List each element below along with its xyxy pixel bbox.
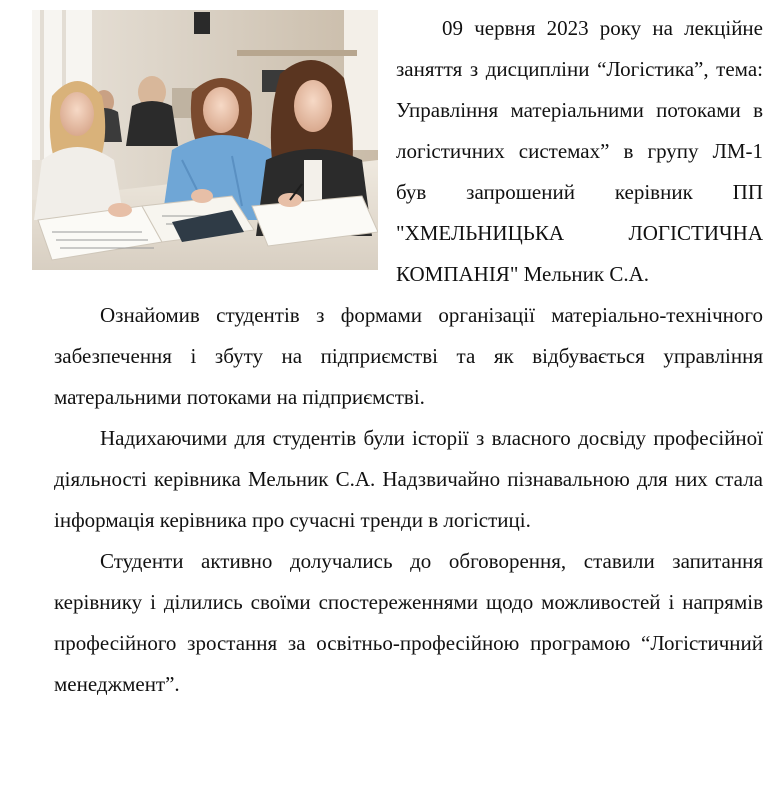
classroom-photo-image: [32, 10, 378, 270]
classroom-photo: [32, 10, 378, 270]
paragraph-2: Ознайомив студентів з формами організації матеріально-технічного забезпечення і збуту на підприємстві та як відбувається управління матеральними потоками на підприємстві.: [54, 303, 763, 409]
paragraph-4: Студенти активно долучались до обговорення, ставили запитання керівнику і ділились своїми спостереженнями щодо можливостей і напрямів професійного зростання за освітньо-професійною програмою “Логістичний менеджмент”.: [54, 549, 763, 696]
paragraph-3: Надихаючими для студентів були історії з власного досвіду професійної діяльності керівника Мельник С.А. Надзвичайно пізнавальною для них стала інформація керівника про сучасні тренди в логістиці.: [54, 426, 763, 532]
paragraph-1: 09 червня 2023 року на лекційне заняття з дисципліни “Логістика”, тема: Управління матеріальними потоками в логістичних системах” в групу ЛМ-1 був запрошений керівник ПП "ХМЕЛЬНИЦЬКА ЛОГІСТИЧНА КОМПАНІЯ" Мельник С.А.: [396, 16, 763, 286]
